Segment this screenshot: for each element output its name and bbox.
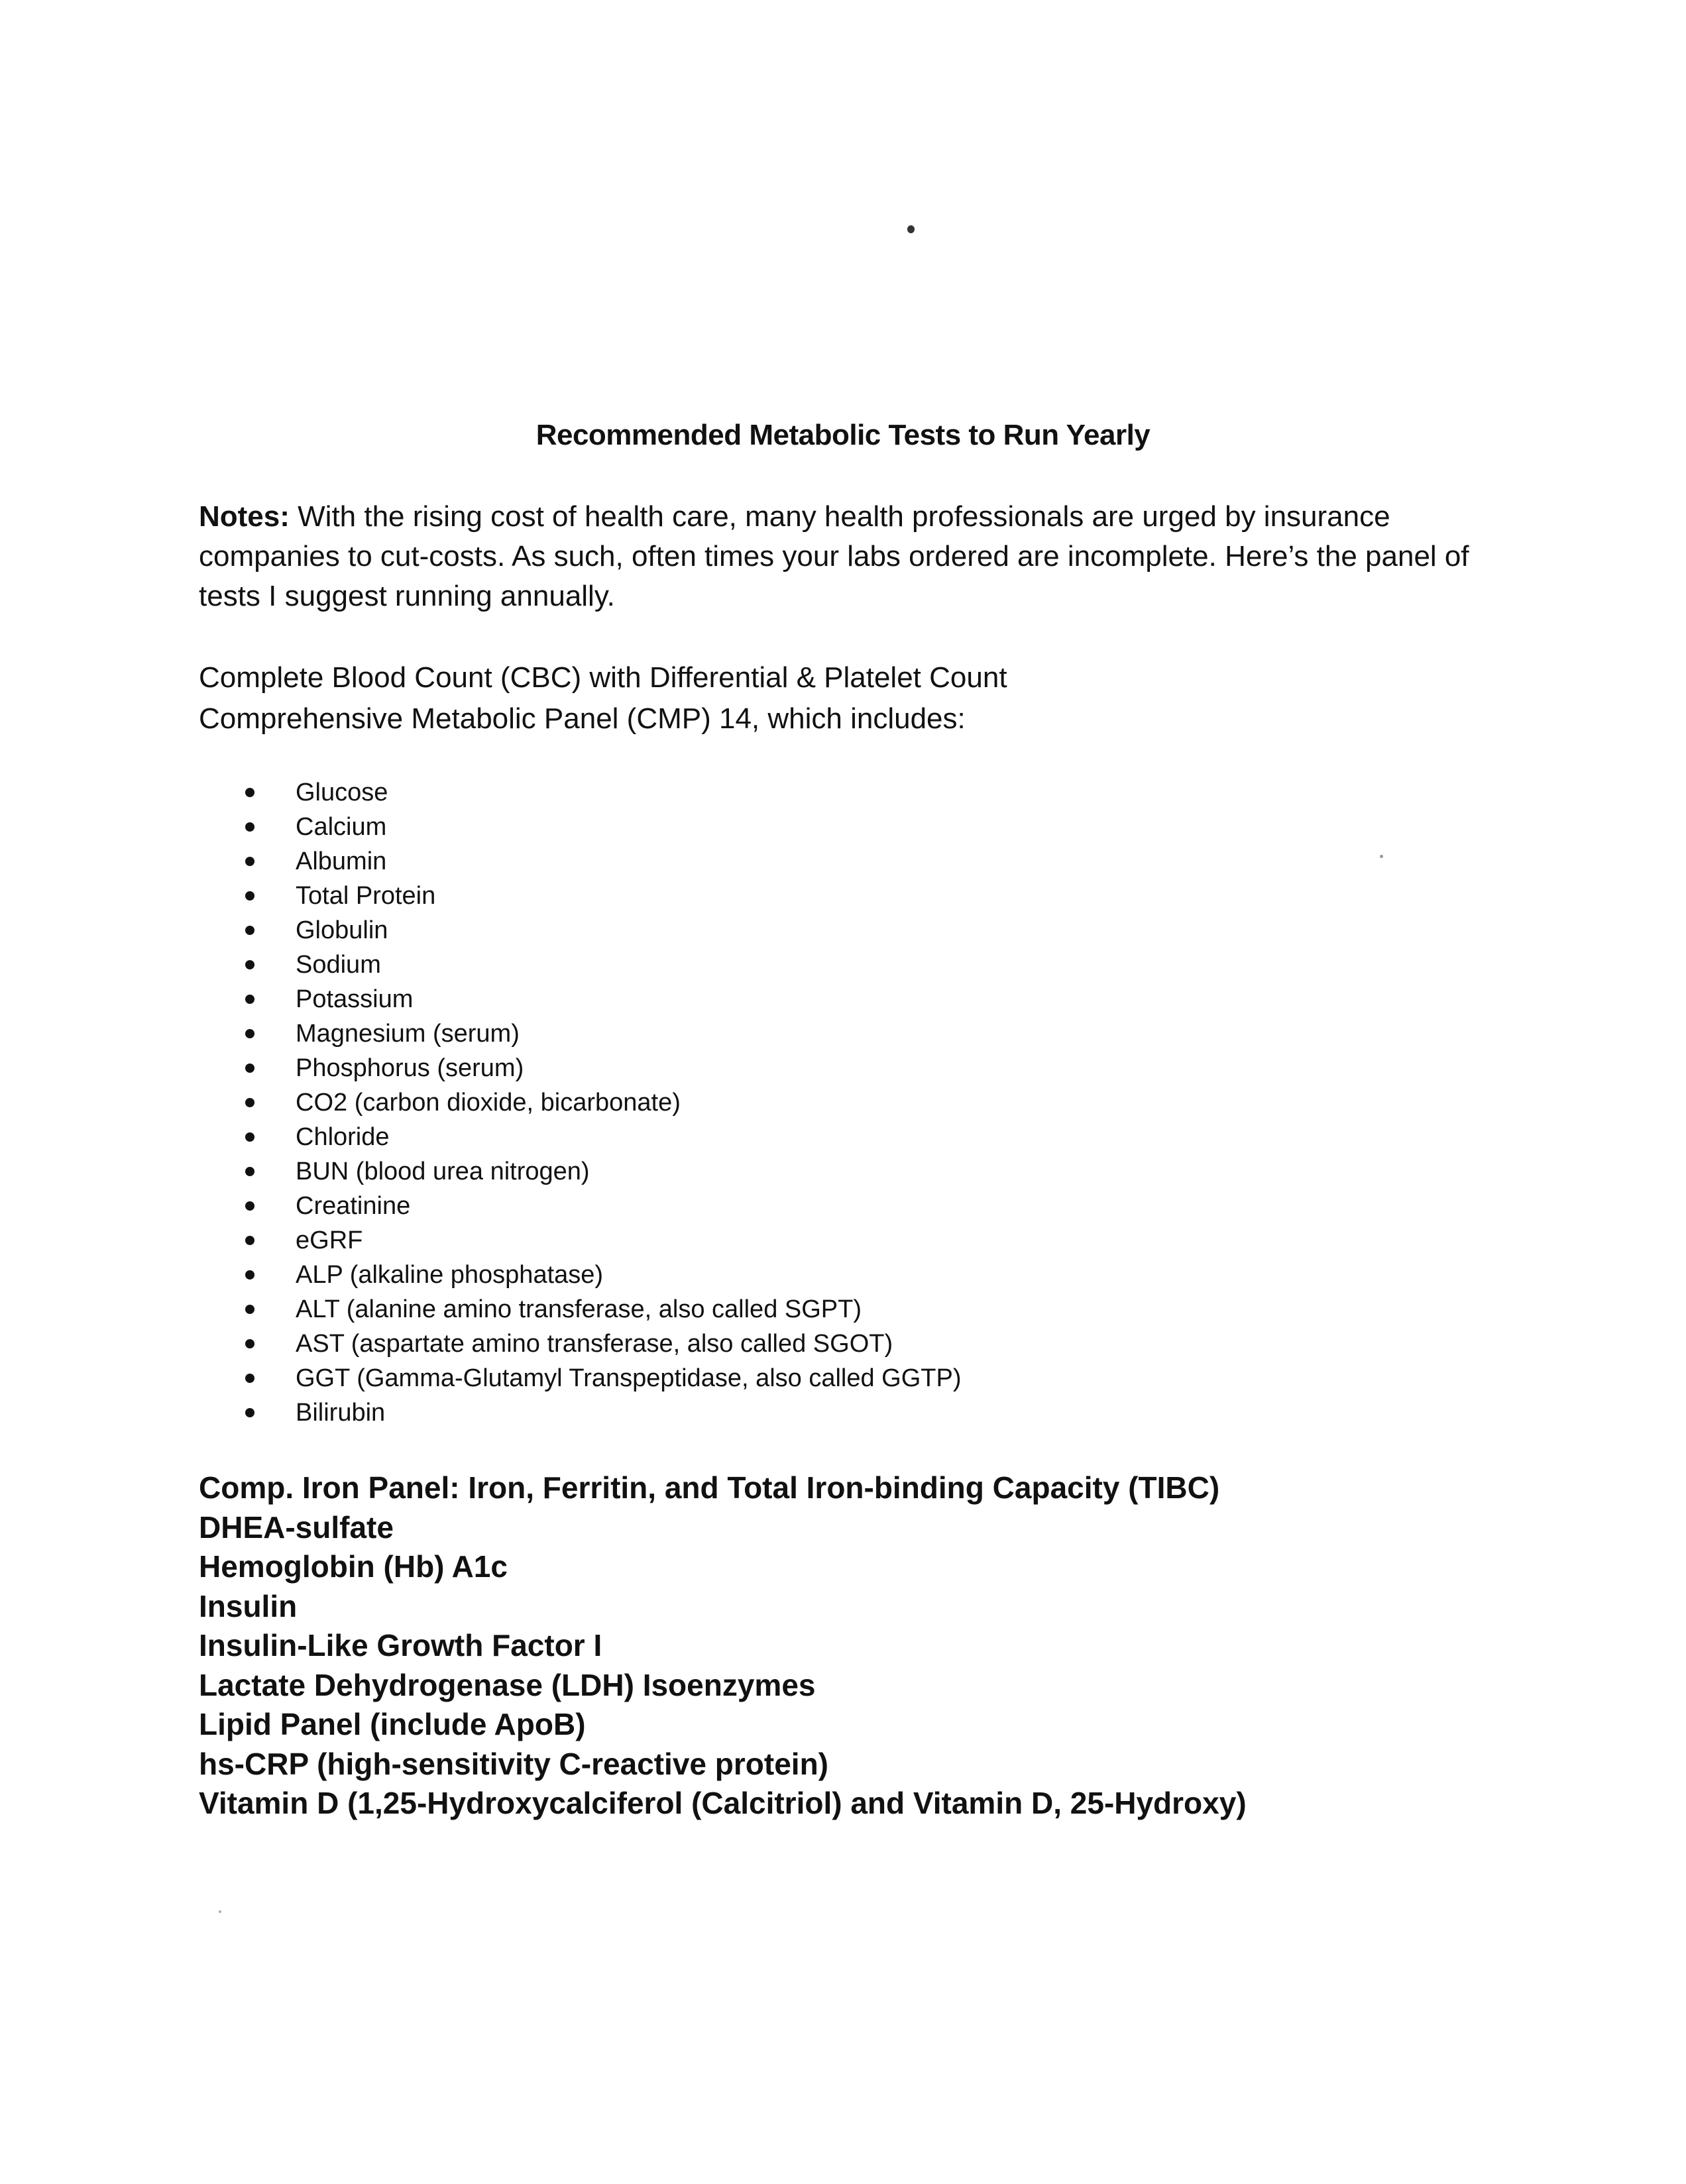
list-item-label: CO2 (carbon dioxide, bicarbonate) [296,1089,681,1117]
list-item-label: Creatinine [296,1192,411,1220]
bullet-icon [245,1064,254,1073]
notes-label: Notes: [199,500,290,533]
test-item: Insulin-Like Growth Factor I [199,1628,602,1663]
test-item: Comp. Iron Panel: Iron, Ferritin, and Total Iron-binding Capacity (TIBC) [199,1470,1220,1505]
bullet-icon [245,891,254,901]
bullet-icon [245,926,254,935]
list-item-label: GGT (Gamma-Glutamyl Transpeptidase, also called GGTP) [296,1364,962,1392]
list-item [245,1051,962,1085]
list-item [245,844,962,879]
scan-speck [1380,855,1383,858]
list-item-label: ALP (alkaline phosphatase) [296,1261,604,1289]
bullet-icon [245,1408,254,1417]
test-item: Lipid Panel (include ApoB) [199,1707,586,1741]
test-item: DHEA-sulfate [199,1509,394,1545]
list-item [245,1395,962,1430]
list-item-label: Globulin [296,916,388,944]
bullet-icon [245,1167,254,1176]
additional-tests-list [199,1468,1524,1824]
list-item-label: Albumin [296,847,387,875]
list-item [245,1154,962,1189]
list-item [245,1327,962,1361]
notes-text: With the rising cost of health care, many health professionals are urged by insurance companies to cut-costs. As such, often times your labs ordered are incomplete. Here’s the panel of tests I suggest running annually. [199,500,1469,612]
document-title: Recommended Metabolic Tests to Run Yearly [535,419,1151,451]
bullet-icon [245,1236,254,1245]
bullet-icon [245,857,254,866]
bullet-icon [245,1339,254,1348]
bullet-icon [245,1201,254,1211]
test-item: Insulin [199,1588,298,1623]
scan-speck [219,1910,221,1913]
notes-paragraph [199,497,1511,616]
test-item: Vitamin D (1,25-Hydroxycalciferol (Calcitriol) and Vitamin D, 25-Hydroxy) [199,1786,1247,1820]
list-item [245,913,962,948]
list-item [245,982,962,1016]
list-item [245,1258,962,1292]
test-item: hs-CRP (high-sensitivity C-reactive protein) [199,1746,828,1781]
list-item [245,1223,962,1258]
list-item-label: Potassium [296,985,414,1013]
intro-line-cmp: Comprehensive Metabolic Panel (CMP) 14, which includes: [199,702,966,735]
bullet-icon [245,1132,254,1142]
list-item-label: Phosphorus (serum) [296,1054,524,1082]
list-item-label: Glucose [296,779,388,806]
list-item [245,1361,962,1395]
bullet-icon [245,1270,254,1280]
list-item-label: Calcium [296,813,387,841]
bullet-icon [245,1098,254,1107]
bullet-icon [245,995,254,1004]
list-item-label: AST (aspartate amino transferase, also called SGOT) [296,1330,893,1358]
list-item-label: eGRF [296,1227,363,1254]
bullet-icon [245,1029,254,1038]
bullet-icon [245,822,254,832]
list-item-label: Total Protein [296,882,436,910]
intro-lines [199,657,1511,739]
intro-line-cbc: Complete Blood Count (CBC) with Differential & Platelet Count [199,661,1007,694]
list-item [245,775,962,810]
list-item-label: BUN (blood urea nitrogen) [296,1158,590,1185]
cmp-bullet-list [245,775,962,1430]
bullet-icon [245,788,254,797]
list-item [245,1292,962,1327]
list-item [245,1016,962,1051]
list-item-label: Bilirubin [296,1399,386,1427]
list-item [245,879,962,913]
list-item [245,1085,962,1120]
bullet-icon [245,960,254,969]
list-item-label: Sodium [296,951,381,979]
bullet-icon [245,1305,254,1314]
test-item: Hemoglobin (Hb) A1c [199,1549,508,1584]
test-item: Lactate Dehydrogenase (LDH) Isoenzymes [199,1667,816,1702]
scan-speck [907,225,915,233]
bullet-icon [245,1374,254,1383]
list-item [245,1120,962,1154]
list-item [245,810,962,844]
list-item-label: Magnesium (serum) [296,1020,520,1048]
list-item-label: ALT (alanine amino transferase, also called SGPT) [296,1295,862,1323]
list-item [245,948,962,982]
list-item-label: Chloride [296,1123,390,1151]
list-item [245,1189,962,1223]
